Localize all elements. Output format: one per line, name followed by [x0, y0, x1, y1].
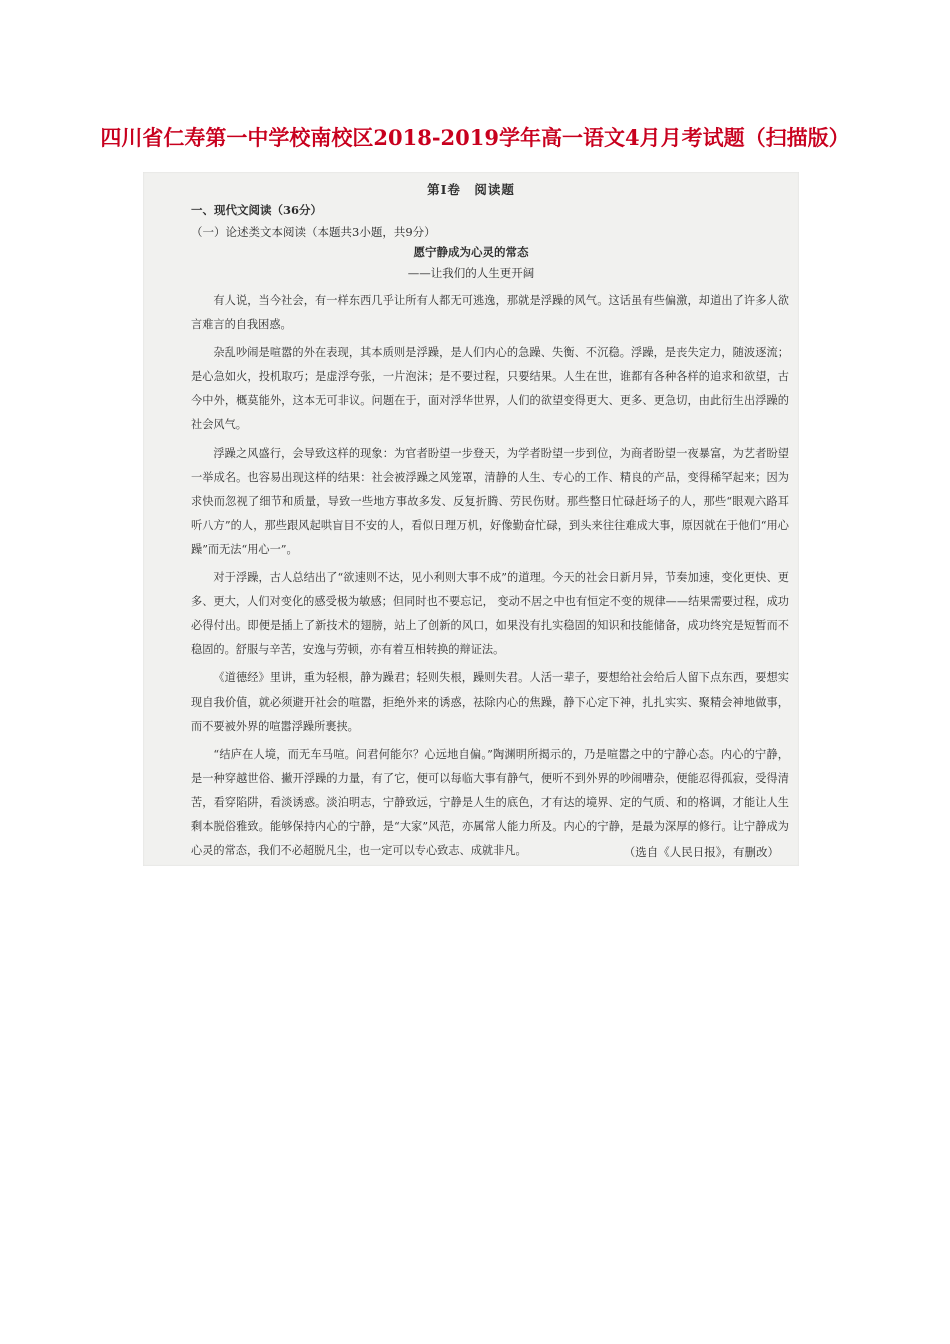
subpart-heading: （一）论述类文本阅读（本题共3小题，共9分） — [191, 225, 436, 239]
document-title: 四川省仁寿第一中学校南校区2018-2019学年高一语文4月月考试题（扫描版） — [100, 125, 850, 150]
part-heading: 一、现代文阅读（36分） — [191, 203, 323, 217]
article-paragraph: 杂乱吵闹是喧嚣的外在表现，其本质则是浮躁，是人们内心的急躁、失衡、不沉稳。浮躁，是丧失定力，随波逐流；是心急如火，投机取巧；是虚浮夸张，一片泡沫；是不要过程，只要结果。人生在世，谁都有各种各样的追求和欲望，古今中外，概莫能外，这本无可非议。问题在于，面对浮华世界，人们的欲望变得更大、更多、更急切，由此衍生出浮躁的社会风气。 — [191, 346, 789, 432]
article-paragraph: 有人说，当今社会，有一样东西几乎让所有人都无可逃逸，那就是浮躁的风气。这话虽有些偏激，却道出了许多人欲言难言的自我困惑。 — [191, 294, 789, 332]
scanned-page — [143, 172, 799, 866]
source-note: （选自《人民日报》，有删改） — [623, 845, 779, 859]
article-paragraph: “结庐在人境，而无车马喧。问君何能尔？心远地自偏。”陶渊明所揭示的，乃是喧嚣之中的宁静心态。内心的宁静，是一种穿越世俗、撇开浮躁的力量，有了它，便可以每临大事有静气，便听不到外界的吵闹嘈杂，便能忍得孤寂，受得清苦，看穿陷阱，看淡诱惑。淡泊明志，宁静致远，宁静是人生的底色，才有达的境界、定的气质、和的格调，才能让人生剩本脱俗雅致。能够保持内心的宁静，是“大家”风范，亦属常人能力所及。内心的宁静，是最为深厚的修行。让宁静成为心灵的常态，我们不必超脱凡尘，也一定可以专心致志、成就非凡。 — [191, 747, 789, 858]
article-body — [191, 289, 789, 867]
section-title: 第Ⅰ卷 阅读题 — [427, 182, 515, 197]
article-paragraph: 浮躁之风盛行，会导致这样的现象：为官者盼望一步登天，为学者盼望一步到位，为商者盼望一夜暴富，为艺者盼望一举成名。也容易出现这样的结果：社会被浮躁之风笼罩，清静的人生、专心的工作、精良的产品，变得稀罕起来；因为求快而忽视了细节和质量，导致一些地方事故多发、反复折腾、劳民伤财。那些整日忙碌赶场子的人，那些“眼观六路耳听八方”的人，那些跟风起哄盲目不安的人，看似日理万机，好像勤奋忙碌，到头来往往难成大事，原因就在于他们“用心躁”而无法“用心一”。 — [191, 446, 789, 556]
article-title: 愿宁静成为心灵的常态 — [413, 245, 529, 259]
article-paragraph: 对于浮躁，古人总结出了“欲速则不达，见小利则大事不成”的道理。今天的社会日新月异，节奏加速，变化更快、更多、更大，人们对变化的感受极为敏感；但同时也不要忘记， 变动不居之中也有恒定不变的规律——结果需要过程，成功必得付出。即便是插上了新技术的翅膀，站上了创新的风口，如果没有扎实稳固的知识和技能储备，成功终究是短暂而不稳固的。舒服与辛苦，安逸与劳顿，亦有着互相转换的辩证法。 — [191, 571, 789, 657]
article-paragraph: 《道德经》里讲，重为轻根，静为躁君；轻则失根，躁则失君。人活一辈子，要想给社会给后人留下点东西，要想实现自我价值，就必须避开社会的喧嚣，拒绝外来的诱惑，祛除内心的焦躁，静下心定下神，扎扎实实、聚精会神地做事，而不要被外界的喧嚣浮躁所裹挟。 — [191, 671, 789, 733]
article-subtitle: ——让我们的人生更开阔 — [407, 266, 535, 280]
